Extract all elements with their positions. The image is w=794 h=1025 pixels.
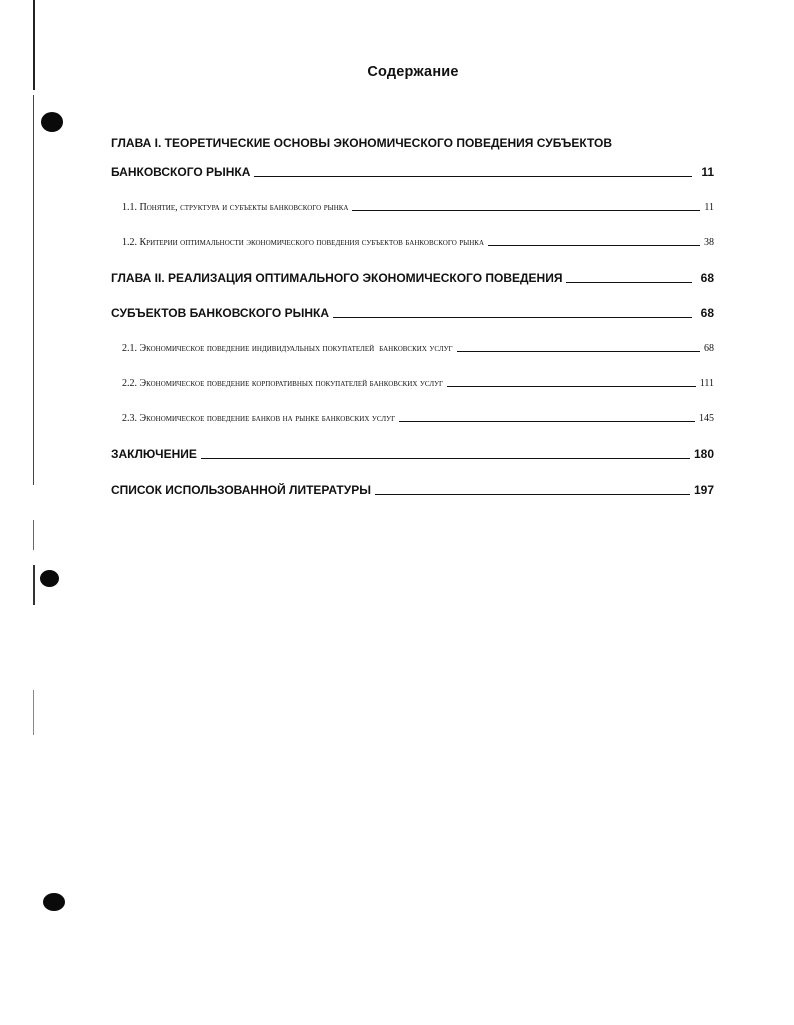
toc-entry-text: СУБЪЕКТОВ БАНКОВСКОГО РЫНКА bbox=[111, 306, 329, 320]
toc-page-number: 111 bbox=[699, 378, 714, 389]
toc-page-number: 145 bbox=[699, 413, 714, 424]
left-edge-line bbox=[33, 565, 35, 605]
toc-conclusion bbox=[111, 447, 714, 461]
toc-entry-text: ГЛАВА I. ТЕОРЕТИЧЕСКИЕ ОСНОВЫ ЭКОНОМИЧЕСКОГО ПОВЕДЕНИЯ СУБЪЕКТОВ bbox=[111, 136, 612, 150]
toc-leader bbox=[399, 421, 695, 422]
toc-page-number: 11 bbox=[701, 165, 714, 179]
toc-chapter-2-heading bbox=[111, 271, 714, 285]
toc-section-1-2 bbox=[122, 237, 714, 248]
toc-leader bbox=[457, 351, 700, 352]
toc-chapter-1-heading bbox=[111, 136, 714, 150]
toc-leader bbox=[352, 210, 700, 211]
toc-chapter-2 bbox=[111, 306, 714, 320]
toc-page-number: 38 bbox=[704, 237, 714, 248]
toc-bibliography bbox=[111, 483, 714, 497]
toc-entry-text: 2.3. Экономическое поведение банков на рынке банковских услуг bbox=[122, 413, 396, 424]
toc-section-1-1 bbox=[122, 202, 714, 213]
toc-leader bbox=[333, 317, 692, 318]
left-edge-line bbox=[33, 520, 34, 550]
toc-page-number: 11 bbox=[704, 202, 714, 213]
page-title: Содержание bbox=[367, 64, 459, 80]
toc-leader bbox=[254, 176, 692, 177]
toc-section-2-2 bbox=[122, 378, 714, 389]
toc-chapter-1 bbox=[111, 165, 714, 179]
left-edge-line bbox=[33, 690, 34, 735]
toc-page-number: 180 bbox=[693, 447, 714, 461]
toc-leader bbox=[201, 458, 690, 459]
toc-leader bbox=[447, 386, 696, 387]
toc-entry-text: ГЛАВА II. РЕАЛИЗАЦИЯ ОПТИМАЛЬНОГО ЭКОНОМИЧЕСКОГО ПОВЕДЕНИЯ bbox=[111, 271, 563, 285]
toc-entry-text: 2.2. Экономическое поведение корпоративных покупателей банковских услуг bbox=[122, 378, 444, 389]
punch-hole bbox=[41, 112, 63, 132]
toc-section-2-3 bbox=[122, 413, 714, 424]
punch-hole bbox=[43, 893, 65, 911]
toc-entry-text: СПИСОК ИСПОЛЬЗОВАННОЙ ЛИТЕРАТУРЫ bbox=[111, 483, 371, 497]
left-edge-line bbox=[33, 95, 34, 485]
toc-page-number: 68 bbox=[704, 343, 714, 354]
toc-page-number: 68 bbox=[700, 271, 714, 285]
toc-entry-text: ЗАКЛЮЧЕНИЕ bbox=[111, 447, 197, 461]
toc-section-2-1 bbox=[122, 343, 714, 354]
toc-leader bbox=[566, 282, 692, 283]
toc-leader bbox=[375, 494, 690, 495]
toc-entry-text: БАНКОВСКОГО РЫНКА bbox=[111, 165, 251, 179]
toc-entry-text: 1.2. Критерии оптимальности экономического поведения субъектов банковского рынка bbox=[122, 237, 485, 248]
punch-hole bbox=[40, 570, 59, 587]
toc-entry-text: 2.1. Экономическое поведение индивидуальных покупателей банковских услуг bbox=[122, 343, 453, 354]
toc-page-number: 68 bbox=[700, 306, 714, 320]
toc-leader bbox=[488, 245, 700, 246]
toc-page-number: 197 bbox=[693, 483, 714, 497]
toc-entry-text: 1.1. Понятие, структура и субъекты банковского рынка bbox=[122, 202, 349, 213]
